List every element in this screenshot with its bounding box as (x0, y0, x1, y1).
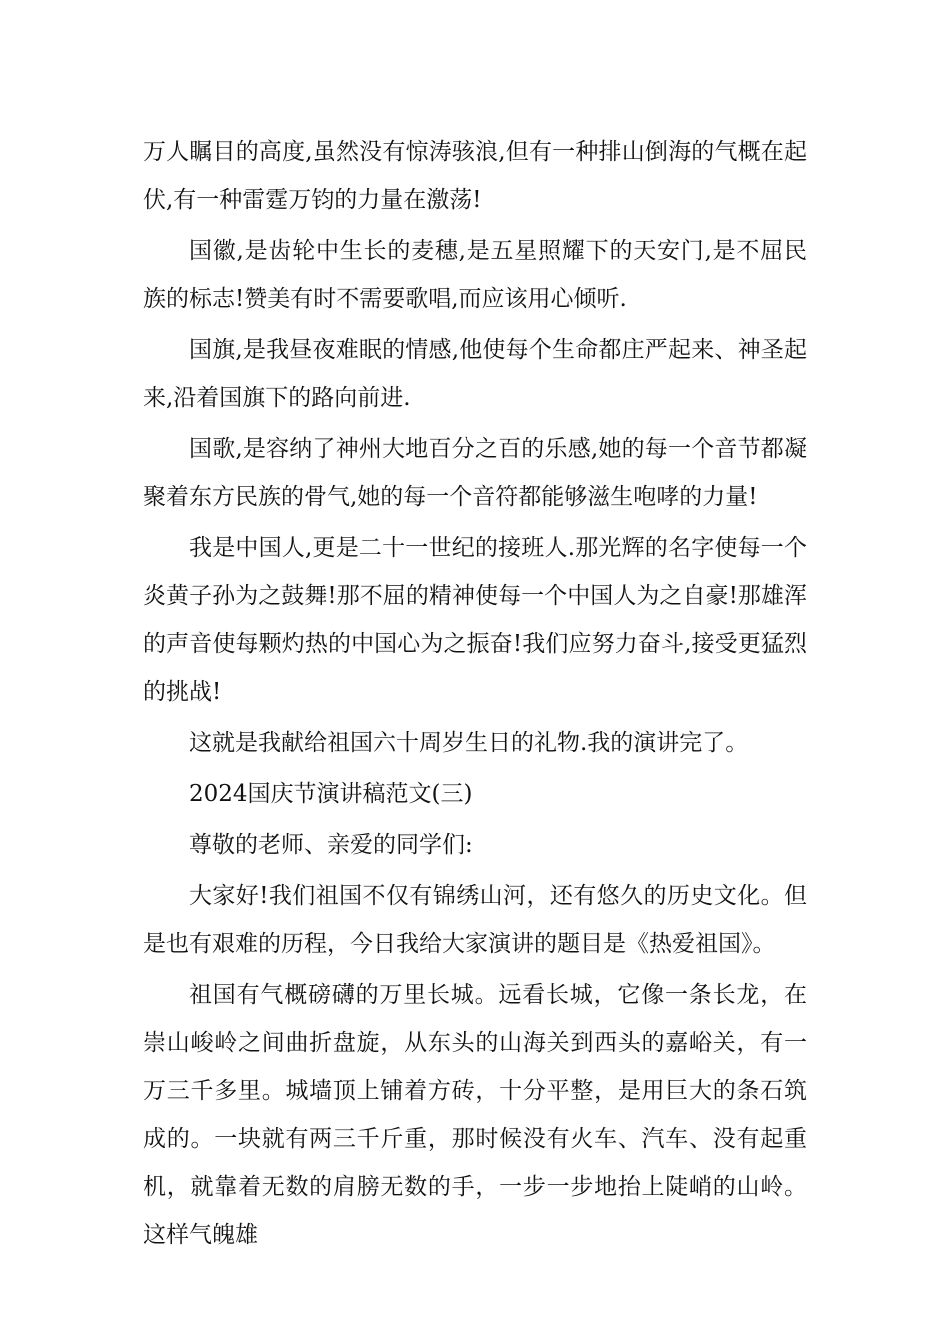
salutation: 尊敬的老师、亲爱的同学们: (189, 832, 473, 858)
paragraph-national-anthem: 国歌,是容纳了神州大地百分之百的乐感,她的每一个音节都凝聚着东方民族的骨气,她的每一个音符都能够滋生咆哮的力量! (143, 436, 807, 510)
paragraph-great-wall: 祖国有气概磅礴的万里长城。远看长城，它像一条长龙，在崇山峻岭之间曲折盘旋，从东头的山海关到西头的嘉峪关，有一万三千多里。城墙顶上铺着方砖，十分平整，是用巨大的条石筑成的。一块就有两三千斤重，那时候没有火车、汽车、没有起重机，就靠着无数的肩膀无数的手，一步一步地抬上陡峭的山岭。这样气魄雄 (143, 982, 807, 1248)
paragraph-national-emblem: 国徽,是齿轮中生长的麦穗,是五星照耀下的天安门,是不屈民族的标志!赞美有时不需要歌唱,而应该用心倾听. (143, 238, 807, 312)
section-heading: 2024国庆节演讲稿范文(三) (189, 781, 473, 807)
paragraph-continuation: 万人瞩目的高度,虽然没有惊涛骇浪,但有一种排山倒海的气概在起伏,有一种雷霆万钧的力量在激荡! (143, 139, 807, 213)
document-body (143, 128, 807, 1262)
paragraph-chinese-successor: 我是中国人,更是二十一世纪的接班人.那光辉的名字使每一个炎黄子孙为之鼓舞!那不屈的精神使每一个中国人为之自豪!那雄浑的声音使每颗灼热的中国心为之振奋!我们应努力奋斗,接受更猛烈的挑战! (143, 535, 807, 705)
paragraph-closing: 这就是我献给祖国六十周岁生日的礼物.我的演讲完了。 (189, 730, 749, 756)
paragraph-greeting: 大家好!我们祖国不仅有锦绣山河，还有悠久的历史文化。但是也有艰难的历程，今日我给大家演讲的题目是《热爱祖国》。 (143, 883, 807, 957)
paragraph-national-flag: 国旗,是我昼夜难眠的情感,他使每个生命都庄严起来、神圣起来,沿着国旗下的路向前进. (143, 337, 807, 411)
